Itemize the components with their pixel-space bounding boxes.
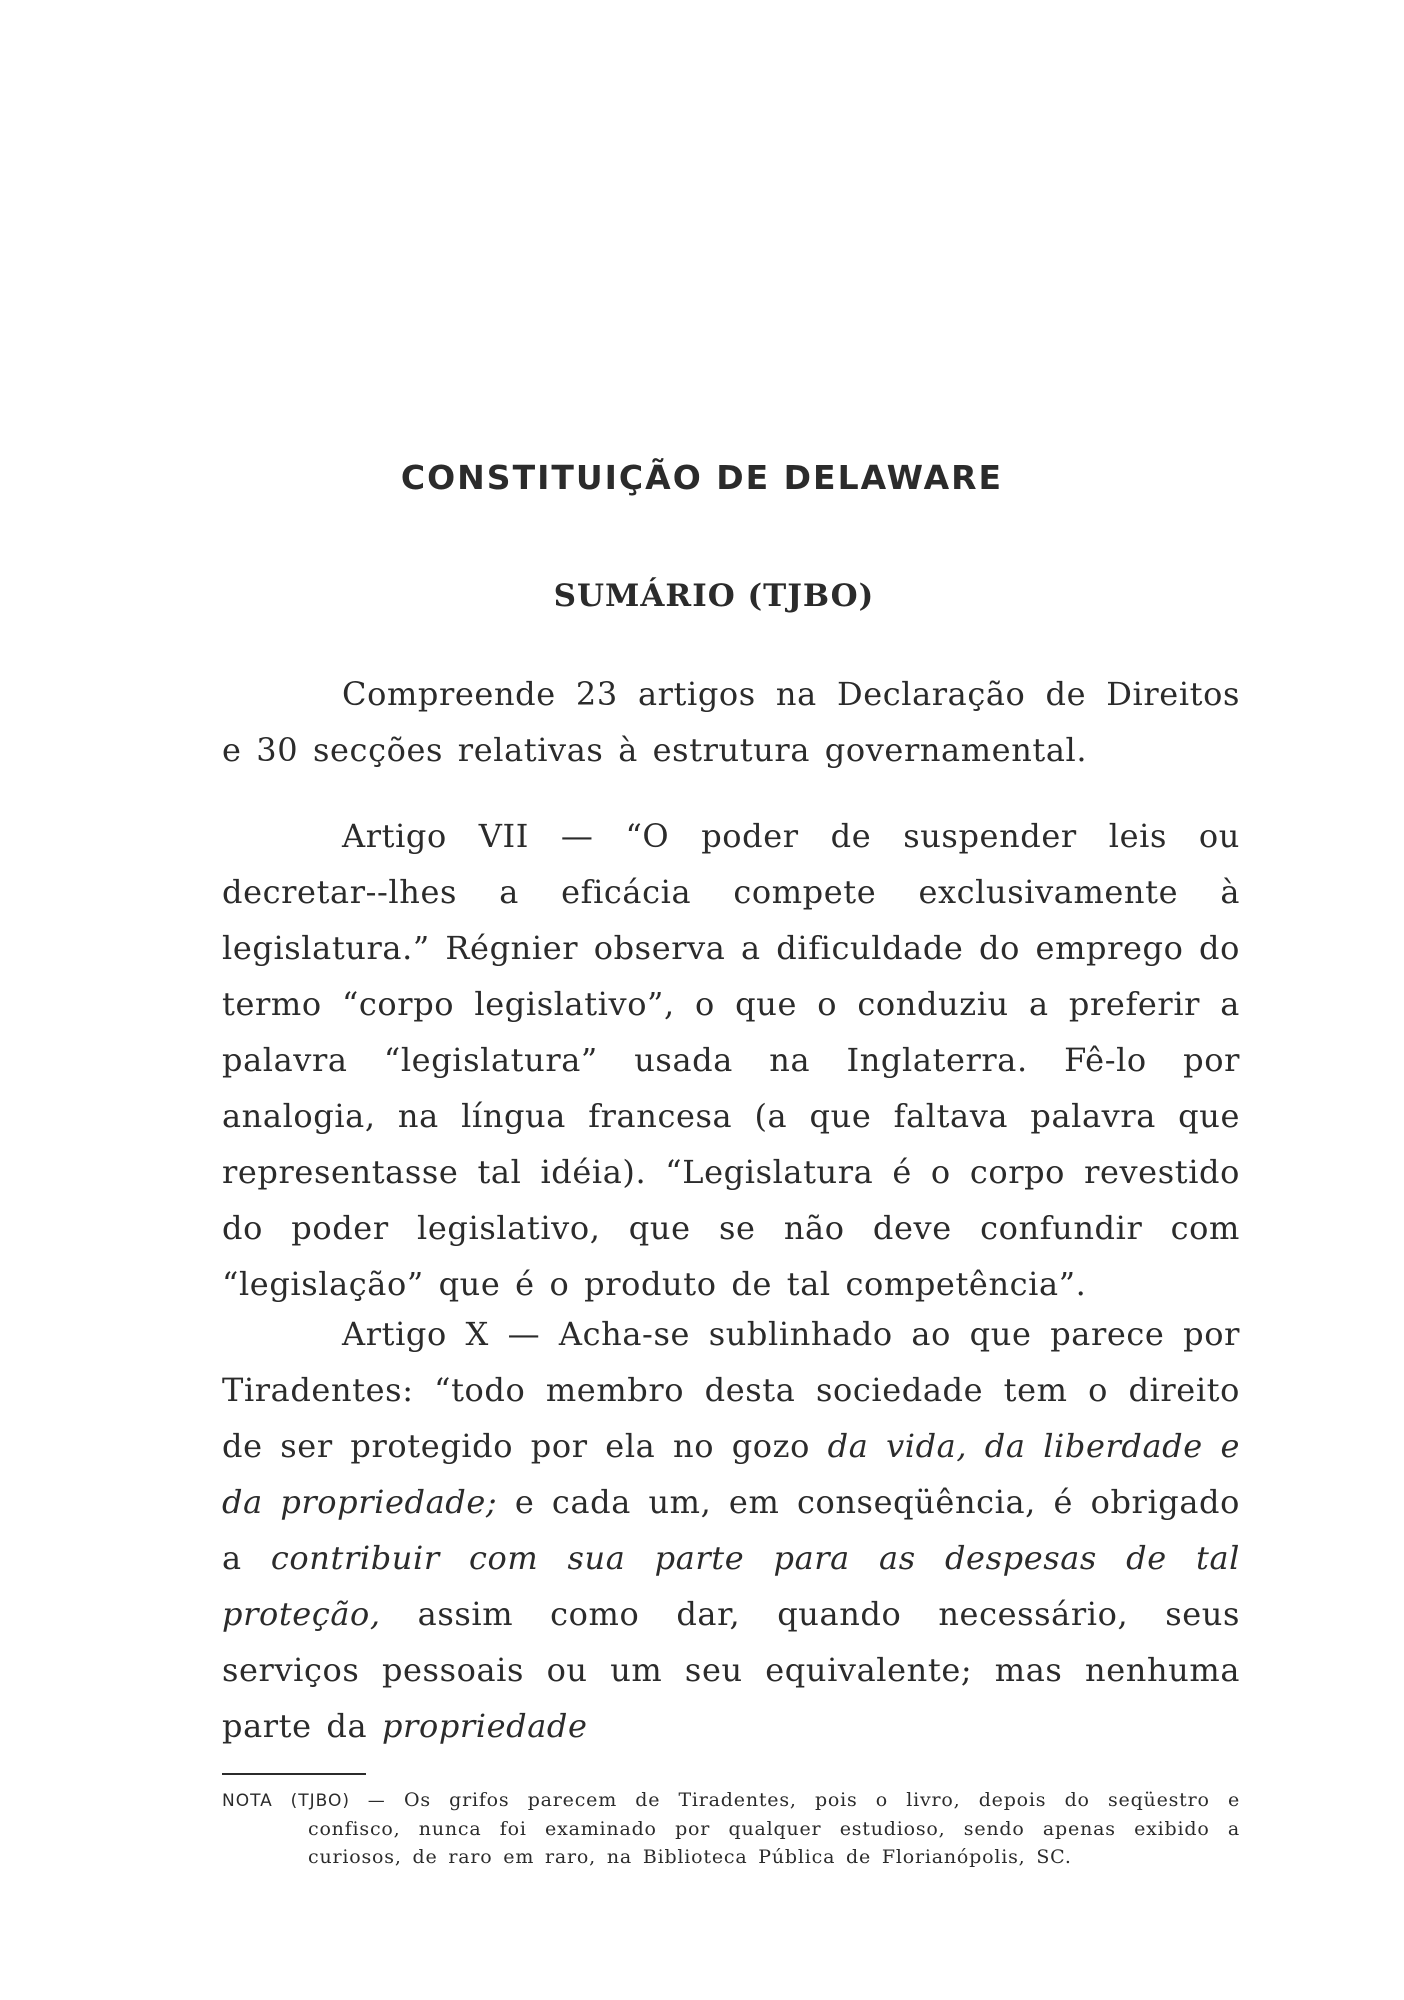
- paragraph-artigo-x: [222, 1306, 1240, 1754]
- artigo-x-emphasis-1: da vida, da liberdade e da propriedade;: [222, 1427, 1240, 1521]
- artigo-x-text-3: assim como dar, quando necessário, seus serviços pessoais ou um seu equivalente; mas nenhuma parte da: [222, 1595, 1240, 1745]
- footnote-text: Os grifos parecem de Tiradentes, pois o livro, depois do seqüestro e confisco, nunca foi examinado por qualquer estudioso, sendo apenas exibido a curiosos, de raro em raro, na Biblioteca Pública de Florianópolis, SC.: [308, 1789, 1240, 1868]
- paragraph-artigo-vii: Artigo VII — “O poder de suspender leis ou decretar--lhes a eficácia compete exclusivamente à legislatura.” Régnier observa a dificuldade do emprego do termo “corpo legislativo”, o que o conduziu a preferir a palavra “legislatura” usada na Inglaterra. Fê-lo por analogia, na língua francesa (a que faltava palavra que representasse tal idéia). “Legislatura é o corpo revestido do poder legislativo, que se não deve confundir com “legislação” que é o produto de tal competência”.: [222, 817, 1240, 1303]
- document-subtitle: SUMÁRIO (TJBO): [553, 578, 875, 614]
- artigo-x-emphasis-3: propriedade: [381, 1707, 588, 1745]
- artigo-x-text-2: e cada um, em conseqüência, é obrigado a: [222, 1483, 1240, 1577]
- paragraph-summary: Compreende 23 artigos na Declaração de Direitos e 30 secções relativas à estrutura governamental.: [222, 675, 1240, 769]
- artigo-x-text-1: Artigo X — Acha-se sublinhado ao que parece por Tiradentes: “todo membro desta sociedade tem o direito de ser protegido por ela no gozo: [222, 1315, 1240, 1465]
- footnote-divider: [222, 1773, 366, 1775]
- footnote: [222, 1786, 1240, 1871]
- document-title: CONSTITUIÇÃO DE DELAWARE: [400, 458, 1004, 497]
- artigo-x-emphasis-2: contribuir com sua parte para as despesas de tal proteção,: [222, 1539, 1240, 1633]
- footnote-label: NOTA (TJBO) —: [222, 1791, 386, 1811]
